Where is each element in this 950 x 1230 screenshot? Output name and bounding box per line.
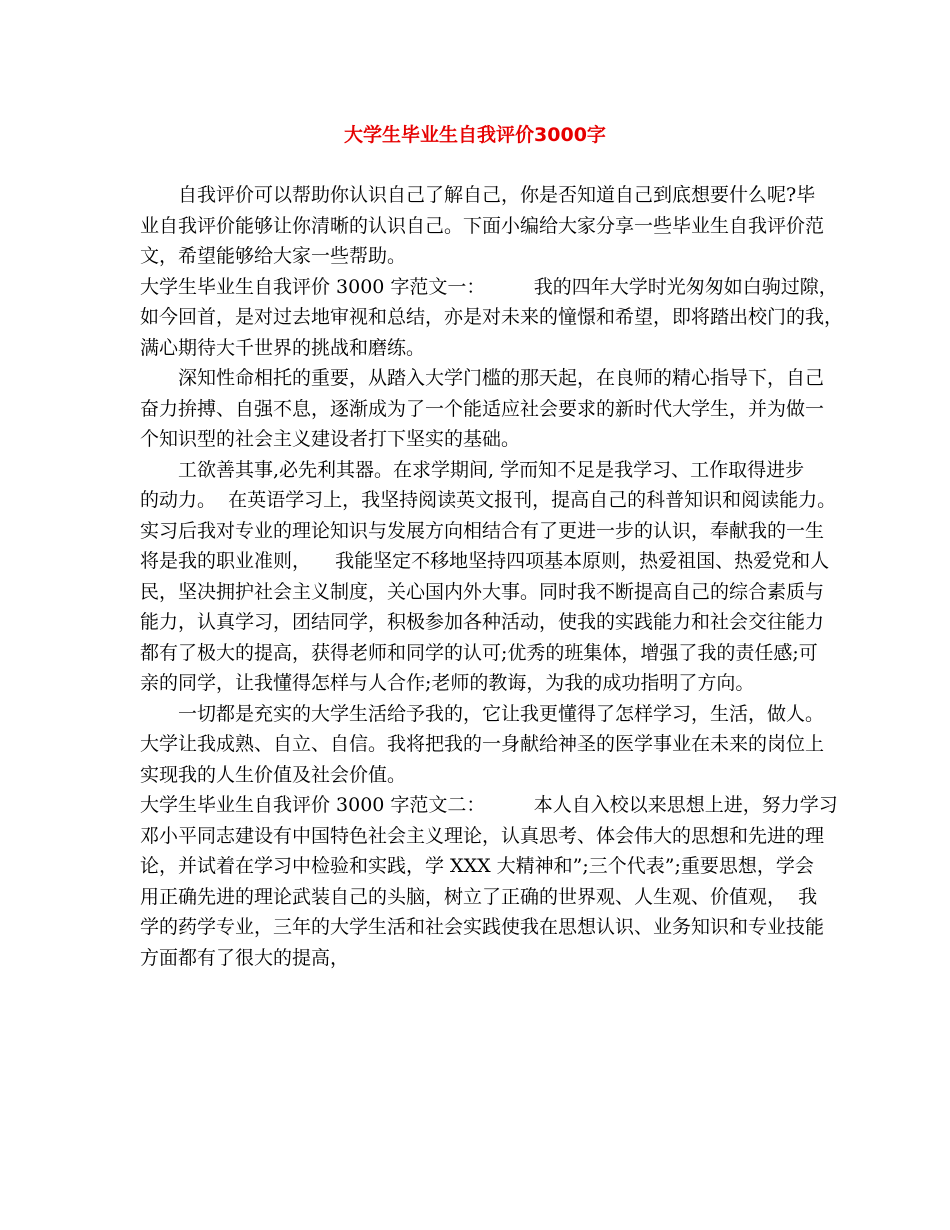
document-title: 大学生毕业生自我评价3000字 <box>344 124 606 146</box>
section-heading-line: 大学生毕业生自我评价 3000 字范文二： 本人自入校以来思想上进，努力学习 <box>140 794 838 816</box>
text-line: 都有了极大的提高，获得老师和同学的认可;优秀的班集体，增强了我的责任感;可 <box>140 641 818 664</box>
text-line: 大学让我成熟、自立、自信。我将把我的一身献给神圣的医学事业在未来的岗位上 <box>140 733 825 755</box>
text-line: 将是我的职业准则， 我能坚定不移地坚持四项基本原则，热爱祖国、热爱党和人 <box>140 550 830 572</box>
text-line: 实习后我对专业的理论知识与发展方向相结合有了更进一步的认识，奉献我的一生 <box>140 519 825 542</box>
text-line: 能力，认真学习，团结同学，积极参加各种活动，使我的实践能力和社会交往能力 <box>140 611 825 633</box>
text-line: 邓小平同志建设有中国特色社会主义理论，认真思考、体会伟大的思想和先进的理 <box>140 824 825 847</box>
text-line: 用正确先进的理论武装自己的头脑，树立了正确的世界观、人生观、价值观， 我 <box>140 885 818 908</box>
document-body <box>140 180 844 973</box>
text-line: 工欲善其事,必先利其器。在求学期间, 学而知不足是我学习、工作取得进步 <box>178 458 805 481</box>
text-line: 满心期待大千世界的挑战和磨练。 <box>140 336 426 359</box>
text-line: 亲的同学，让我懂得怎样与人合作;老师的教诲，为我的成功指明了方向。 <box>140 672 755 694</box>
text-line: 业自我评价能够让你清晰的认识自己。下面小编给大家分享一些毕业生自我评价范 <box>140 214 825 237</box>
text-line: 一切都是充实的大学生活给予我的，它让我更懂得了怎样学习，生活，做人。 <box>178 702 825 725</box>
section-heading-line: 大学生毕业生自我评价 3000 字范文一： 我的四年大学时光匆匆如白驹过隙， <box>140 275 838 298</box>
text-line: 自我评价可以帮助你认识自己了解自己，你是否知道自己到底想要什么呢?毕 <box>178 184 816 206</box>
text-line: 文，希望能够给大家一些帮助。 <box>140 245 407 267</box>
text-line: 的动力。 在英语学习上，我坚持阅读英文报刊，提高自己的科普知识和阅读能力。 <box>140 489 837 511</box>
text-line: 深知性命相托的重要，从踏入大学门槛的那天起，在良师的精心指导下，自己 <box>178 367 825 389</box>
text-line: 实现我的人生价值及社会价值。 <box>140 763 407 786</box>
text-line: 方面都有了很大的提高， <box>140 946 350 969</box>
text-line: 个知识型的社会主义建设者打下坚实的基础。 <box>140 428 521 450</box>
text-line: 奋力拚搏、自强不息，逐渐成为了一个能适应社会要求的新时代大学生，并为做一 <box>140 397 825 420</box>
text-line: 民，坚决拥护社会主义制度，关心国内外大事。同时我不断提高自己的综合素质与 <box>140 580 825 603</box>
text-line: 学的药学专业，三年的大学生活和社会实践使我在思想认识、业务知识和专业技能 <box>140 916 825 938</box>
text-line: 论，并试着在学习中检验和实践，学 XXX 大精神和”;三个代表”;重要思想，学会 <box>140 855 814 877</box>
text-line: 如今回首，是对过去地审视和总结，亦是对未来的憧憬和希望，即将踏出校门的我， <box>140 306 844 328</box>
